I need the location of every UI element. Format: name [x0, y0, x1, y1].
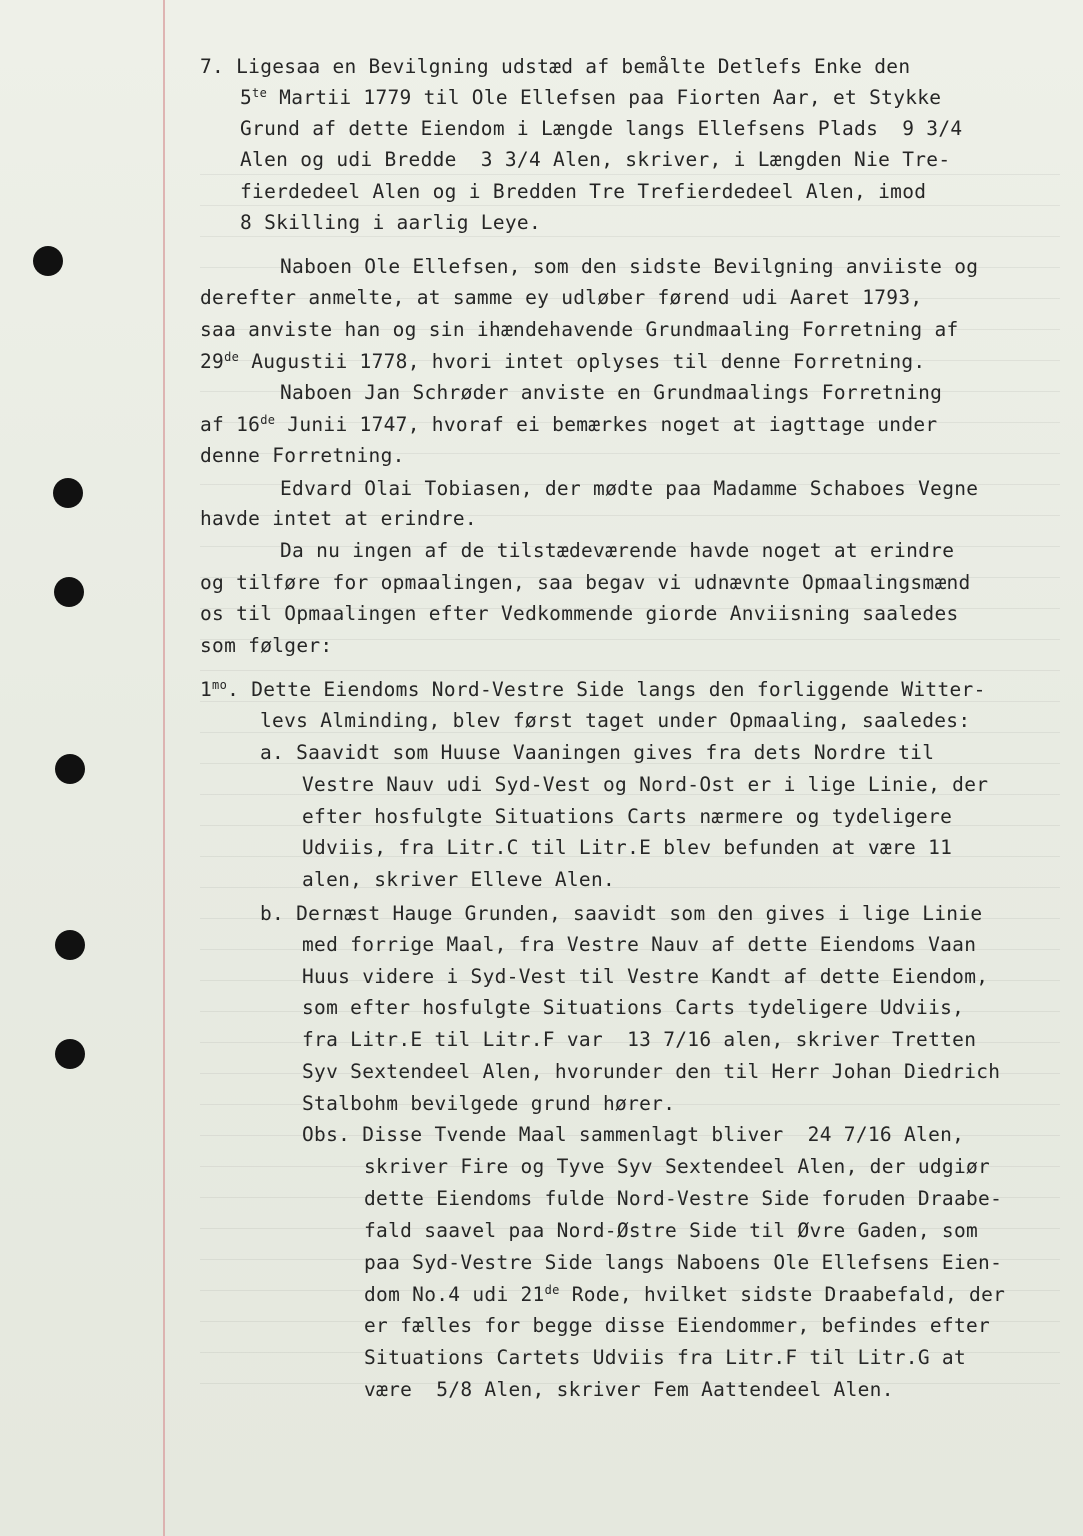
text-line: $5^{te}$ Martii 1779 til Ole Ellefsen paa Fiorten Aar, et Stykke — [240, 86, 942, 109]
text-line: som følger: — [200, 634, 333, 657]
text-line: denne Forretning. — [200, 444, 405, 467]
text-line: Edvard Olai Tobiasen, der mødte paa Madamme Schaboes Vegne — [280, 477, 979, 500]
text-line: som efter hosfulgte Situations Carts tydeligere Udviis, — [302, 996, 965, 1019]
text-line: være 5/8 Alen, skriver Fem Aattendeel Alen. — [364, 1378, 894, 1401]
text-line: Syv Sextendeel Alen, hvorunder den til Herr Johan Diedrich — [302, 1060, 1001, 1083]
text-line: dom No.4 udi 21de Rode, hvilket sidste Draabefald, der — [364, 1283, 1006, 1306]
binder-hole-4 — [55, 754, 85, 784]
text-line: fierdedeel Alen og i Bredden Tre Trefierdedeel Alen, imod — [240, 180, 927, 203]
text-line: Situations Cartets Udviis fra Litr.F til Litr.G at — [364, 1346, 966, 1369]
text-line: alen, skriver Elleve Alen. — [302, 868, 616, 891]
text-line: er fælles for begge disse Eiendommer, befindes efter — [364, 1314, 991, 1337]
text-line: os til Opmaalingen efter Vedkommende giorde Anviisning saaledes — [200, 602, 959, 625]
text-line: Stalbohm bevilgede grund hører. — [302, 1092, 676, 1115]
text-line: Naboen Ole Ellefsen, som den sidste Bevilgning anviiste og — [280, 255, 979, 278]
binder-hole-2 — [53, 478, 83, 508]
text-line: og tilføre for opmaalingen, saa begav vi udnævnte Opmaalingsmænd — [200, 571, 971, 594]
text-line: af 16de Junii 1747, hvoraf ei bemærkes noget at iagttage under — [200, 413, 938, 436]
text-line: Alen og udi Bredde 3 3/4 Alen, skriver, i Længden Nie Tre- — [240, 148, 951, 171]
text-line: 7. Ligesaa en Bevilgning udstæd af bemålte Detlefs Enke den — [200, 55, 911, 78]
text-line: Udviis, fra Litr.C til Litr.E blev befunden at være 11 — [302, 836, 953, 859]
text-line: saa anviste han og sin ihændehavende Grundmaaling Forretning af — [200, 318, 959, 341]
text-line: havde intet at erindre. — [200, 507, 477, 530]
text-line: Vestre Nauv udi Syd-Vest og Nord-Ost er i lige Linie, der — [302, 773, 989, 796]
text-line: levs Alminding, blev først taget under Opmaaling, saaledes: — [260, 709, 971, 732]
text-line: efter hosfulgte Situations Carts nærmere og tydeligere — [302, 805, 953, 828]
binder-hole-1 — [33, 246, 63, 276]
text-line: med forrige Maal, fra Vestre Nauv af dette Eiendoms Vaan — [302, 933, 977, 956]
text-line: 29de Augustii 1778, hvori intet oplyses til denne Forretning. — [200, 350, 926, 373]
text-line: skriver Fire og Tyve Syv Sextendeel Alen, der udgiør — [364, 1155, 991, 1178]
text-line: derefter anmelte, at samme ey udløber førend udi Aaret 1793, — [200, 286, 923, 309]
text-line: Grund af dette Eiendom i Længde langs Ellefsens Plads 9 3/4 — [240, 117, 963, 140]
text-line: b. Dernæst Hauge Grunden, saavidt som den gives i lige Linie — [260, 902, 983, 925]
text-line: 8 Skilling i aarlig Leye. — [240, 211, 541, 234]
binder-hole-6 — [55, 1039, 85, 1069]
red-margin-line — [163, 0, 165, 1536]
text-line: a. Saavidt som Huuse Vaaningen gives fra dets Nordre til — [260, 741, 935, 764]
text-line: paa Syd-Vestre Side langs Naboens Ole Ellefsens Eien- — [364, 1251, 1003, 1274]
text-line: Huus videre i Syd-Vest til Vestre Kandt af dette Eiendom, — [302, 965, 989, 988]
text-line: dette Eiendoms fulde Nord-Vestre Side foruden Draabe- — [364, 1187, 1003, 1210]
binder-hole-3 — [54, 577, 84, 607]
binder-hole-5 — [55, 930, 85, 960]
text-line: Obs. Disse Tvende Maal sammenlagt bliver 24 7/16 Alen, — [302, 1123, 965, 1146]
text-line: Naboen Jan Schrøder anviste en Grundmaalings Forretning — [280, 381, 943, 404]
text-line: Da nu ingen af de tilstædeværende havde noget at erindre — [280, 539, 955, 562]
text-line: $1^{mo}$. Dette Eiendoms Nord-Vestre Side langs den forliggende Witter- — [200, 678, 986, 701]
text-line: fald saavel paa Nord-Østre Side til Øvre Gaden, som — [364, 1219, 979, 1242]
text-line: fra Litr.E til Litr.F var 13 7/16 alen, skriver Tretten — [302, 1028, 977, 1051]
